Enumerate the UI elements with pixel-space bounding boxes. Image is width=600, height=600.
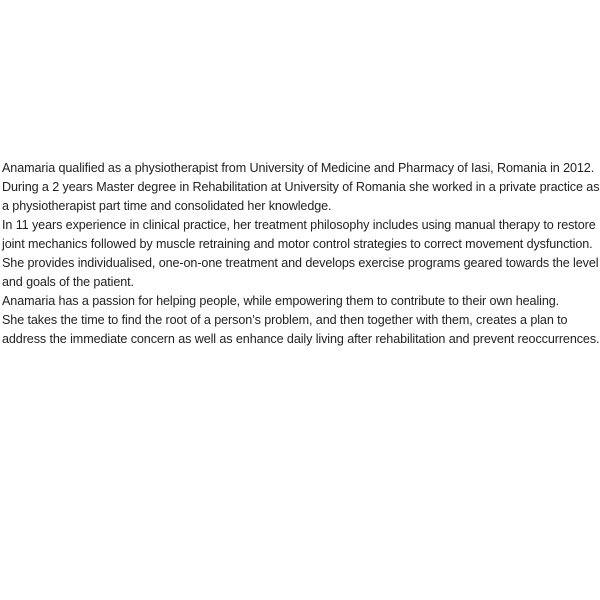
bio-paragraph-experience: In 11 years experience in clinical practice, her treatment philosophy includes using manual therapy to restore joint mechanics followed by muscle retraining and motor control strategies to correct movement dysfunction. xyxy=(2,218,596,251)
bio-paragraph-masters: During a 2 years Master degree in Rehabilitation at University of Romania she worked in a private practice as a physiotherapist part time and consolidated her knowledge. xyxy=(2,180,600,213)
bio-paragraph-qualification: Anamaria qualified as a physiotherapist from University of Medicine and Pharmacy of Iasi, Romania in 2012. xyxy=(2,161,595,175)
bio-paragraph-approach: She takes the time to find the root of a person’s problem, and then together with them, creates a plan to address the immediate concern as well as enhance daily living after rehabilitation and prevent reoccurrences. xyxy=(2,313,600,346)
bio-paragraph-passion: Anamaria has a passion for helping people, while empowering them to contribute to their own healing. xyxy=(2,294,560,308)
bio-paragraph-treatment: She provides individualised, one-on-one treatment and develops exercise programs geared towards the level and goals of the patient. xyxy=(2,256,599,289)
bio-text-block xyxy=(2,159,600,349)
